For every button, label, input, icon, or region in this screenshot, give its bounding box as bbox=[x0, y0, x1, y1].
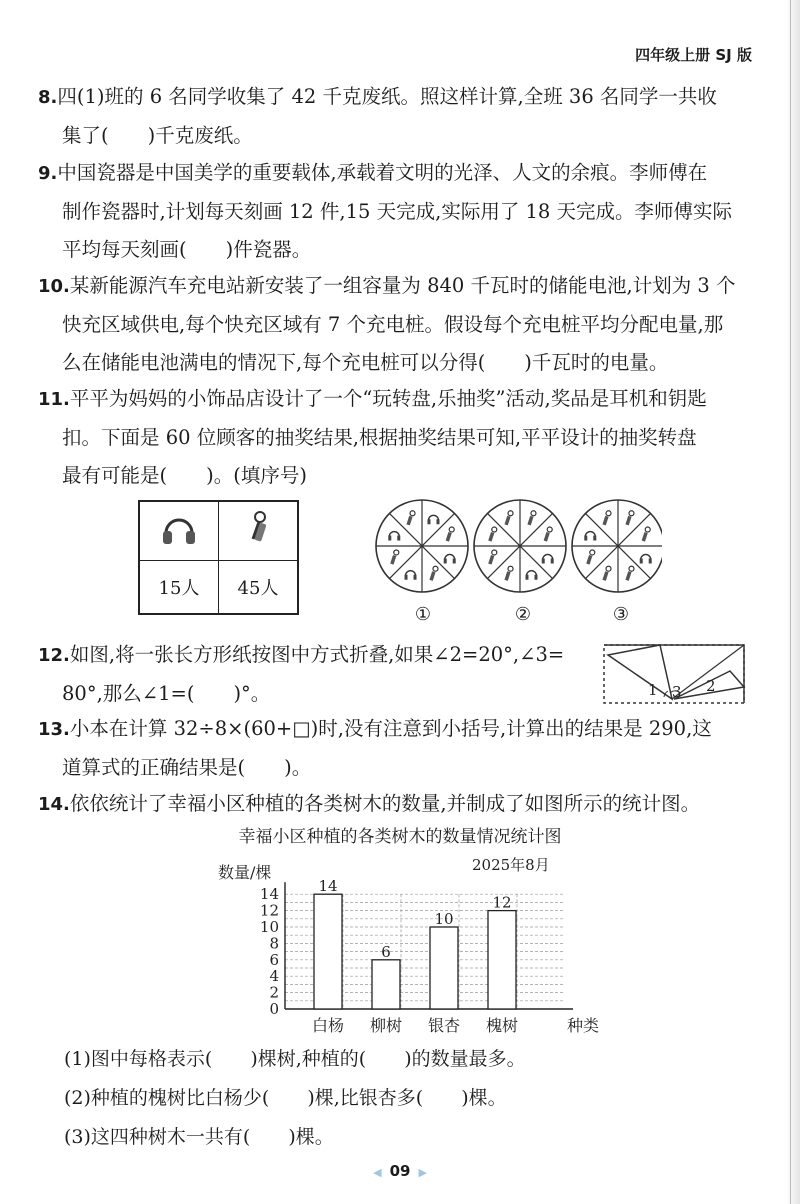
headphone-count: 15人 bbox=[139, 561, 219, 615]
y-tick-label: 4 bbox=[269, 967, 279, 986]
y-tick-label: 6 bbox=[269, 950, 279, 969]
headphone-icon bbox=[584, 536, 587, 541]
y-tick-label: 10 bbox=[259, 918, 279, 936]
question-8: 8.四(1)班的 6 名同学收集了 42 千克废纸。照这样计算,全班 36 名同学一共收 集了( )千克废纸。 bbox=[38, 85, 717, 147]
category-label: 白杨 bbox=[311, 1016, 345, 1035]
y-axis-label: 数量/棵 bbox=[218, 863, 272, 882]
bar bbox=[488, 911, 516, 1009]
bar bbox=[372, 960, 400, 1009]
page-number: 09 bbox=[389, 1162, 411, 1180]
bar-value-label: 6 bbox=[381, 942, 391, 961]
headphone-icon bbox=[542, 558, 545, 563]
question-10: 10.某新能源汽车充电站新安装了一组容量为 840 千瓦时的储能电池,计划为 3 个 快充区域供电,每个快充区域有 7 个充电桩。假设每个充电桩平均分配电量,那 么在储能电池满电的情况下,每个充电桩可以分得( )千瓦时的电量。 bbox=[38, 274, 736, 374]
spinner-label-3: ③ bbox=[612, 604, 630, 625]
sub-question-1: (1)图中每格表示( )棵树,种植的( )的数量最多。 bbox=[64, 1048, 526, 1070]
prize-spinners bbox=[372, 496, 662, 606]
headphone-icon bbox=[397, 536, 400, 541]
question-13: 13.小本在计算 32÷8×(60+□)时,没有注意到小括号,计算出的结果是 290,这 道算式的正确结果是( )。 bbox=[38, 717, 712, 779]
spinner-wheel bbox=[572, 500, 662, 592]
bar-value-label: 12 bbox=[492, 893, 512, 912]
question-number: 13. bbox=[38, 719, 70, 740]
question-number: 8. bbox=[38, 87, 58, 108]
question-9: 9.中国瓷器是中国美学的重要载体,承载着文明的光泽、人文的余痕。李师傅在 制作瓷器时,计划每天刻画 12 件,15 天完成,实际用了 18 天完成。李师傅实际 平均每天刻画( )件瓷器。 bbox=[38, 161, 733, 261]
angle-label: 2 bbox=[706, 677, 716, 695]
page-edge bbox=[786, 0, 800, 1204]
y-tick-label: 0 bbox=[269, 1000, 279, 1018]
headphone-icon bbox=[453, 558, 456, 563]
x-axis-label: 种类 bbox=[567, 1016, 600, 1035]
y-tick-label: 2 bbox=[269, 983, 279, 1002]
question-number: 14. bbox=[38, 794, 70, 815]
headphone-icon bbox=[534, 575, 537, 580]
y-tick-label: 14 bbox=[259, 885, 279, 904]
prev-arrow-icon: ◀ bbox=[373, 1166, 382, 1179]
category-label: 槐树 bbox=[485, 1016, 519, 1035]
headphone-icon bbox=[525, 575, 528, 580]
headphone-icon bbox=[640, 558, 643, 563]
keychain-icon bbox=[238, 509, 278, 549]
sub-question-3: (3)这四种树木一共有( )棵。 bbox=[64, 1126, 334, 1148]
headphone-icon bbox=[444, 558, 447, 563]
question-12: 12.如图,将一张长方形纸按图中方式折叠,如果∠2=20°,∠3= 80°,那么∠1=( )°。 bbox=[38, 643, 565, 705]
page-footer bbox=[0, 1162, 800, 1180]
keychain-cell bbox=[219, 501, 299, 561]
next-arrow-icon: ▶ bbox=[418, 1166, 427, 1179]
y-tick-label: 12 bbox=[259, 901, 279, 920]
question-11: 11.平平为妈妈的小饰品店设计了一个“玩转盘,乐抽奖”活动,奖品是耳机和钥匙 扣。下面是 60 位顾客的抽奖结果,根据抽奖结果可知,平平设计的抽奖转盘 最有可能是( )。(填序号) bbox=[38, 387, 707, 487]
headphone-icon bbox=[388, 536, 391, 541]
tree-count-bar-chart bbox=[200, 852, 600, 1042]
page-header: 四年级上册 SJ 版 bbox=[635, 46, 752, 64]
category-label: 柳树 bbox=[369, 1016, 403, 1035]
headphone-icon bbox=[593, 536, 596, 541]
bar-value-label: 10 bbox=[434, 910, 454, 928]
angle-label: 1 bbox=[648, 681, 658, 699]
headphone-icon bbox=[649, 558, 652, 563]
bar-value-label: 14 bbox=[318, 877, 338, 896]
headphone-icon bbox=[414, 575, 417, 580]
headphone-icon bbox=[551, 558, 554, 563]
spinner-wheel bbox=[474, 500, 566, 592]
question-number: 9. bbox=[38, 163, 58, 184]
bar bbox=[430, 927, 458, 1009]
keychain-count: 45人 bbox=[219, 561, 299, 615]
spinner-wheel bbox=[376, 500, 468, 592]
question-number: 11. bbox=[38, 389, 70, 410]
question-number: 12. bbox=[38, 645, 70, 666]
spinner-label-2: ② bbox=[514, 604, 532, 625]
y-tick-label: 8 bbox=[269, 934, 279, 953]
spinner-label-1: ① bbox=[414, 604, 432, 625]
angle-label: 3 bbox=[672, 683, 682, 701]
headphone-icon bbox=[405, 575, 408, 580]
bar bbox=[314, 894, 342, 1009]
headphone-icon bbox=[159, 511, 199, 547]
prize-result-table bbox=[138, 500, 299, 615]
folded-paper-figure bbox=[600, 641, 750, 707]
chart-date: 2025年8月 bbox=[472, 856, 550, 874]
headphone-icon bbox=[436, 519, 439, 524]
headphone-cell bbox=[139, 501, 219, 561]
chart-title: 幸福小区种植的各类树木的数量情况统计图 bbox=[238, 827, 562, 847]
category-label: 银杏 bbox=[427, 1016, 461, 1035]
sub-question-2: (2)种植的槐树比白杨少( )棵,比银杏多( )棵。 bbox=[64, 1087, 507, 1109]
question-14: 14.依依统计了幸福小区种植的各类树木的数量,并制成了如图所示的统计图。 bbox=[38, 792, 701, 815]
question-number: 10. bbox=[38, 276, 70, 297]
headphone-icon bbox=[427, 519, 430, 524]
